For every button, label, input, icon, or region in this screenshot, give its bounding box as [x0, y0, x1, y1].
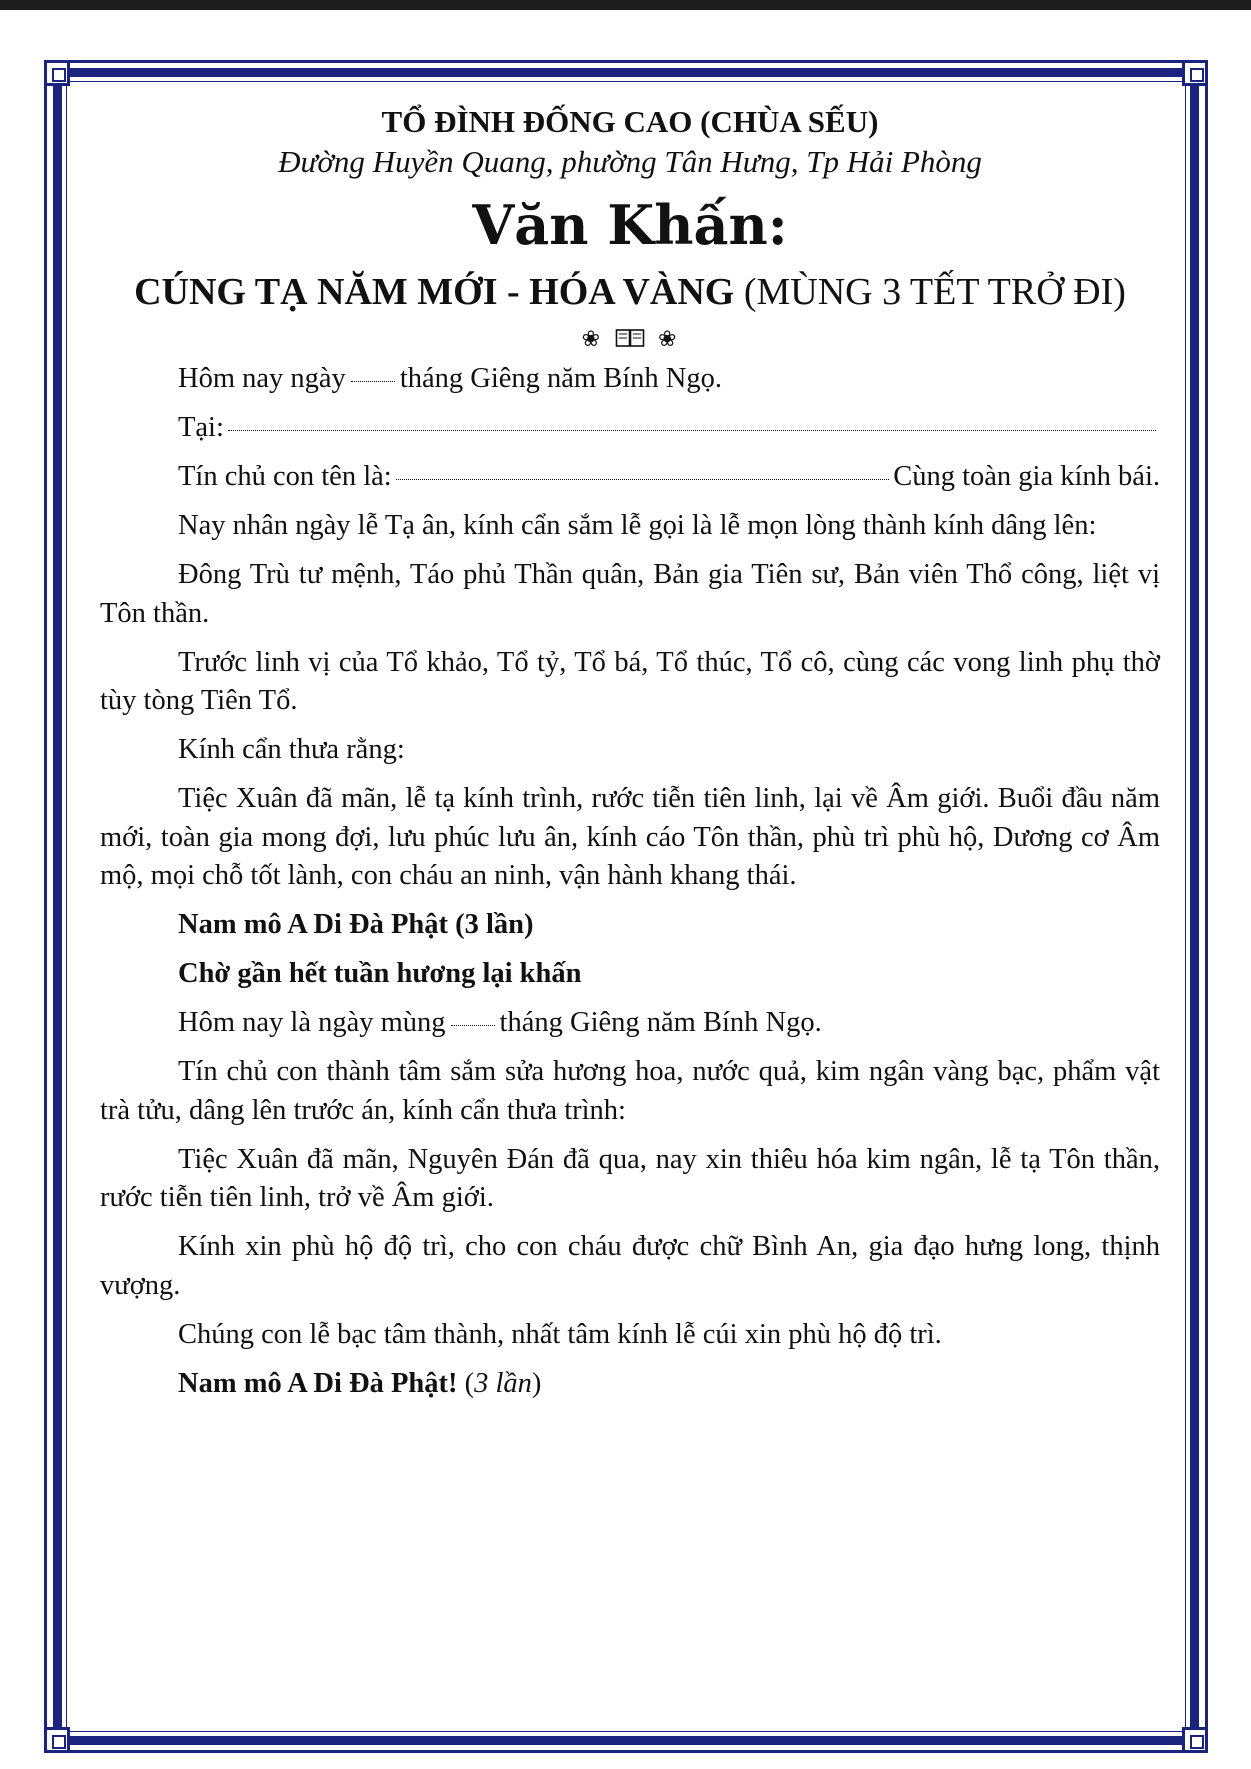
paragraph: Tiệc Xuân đã mãn, lễ tạ kính trình, rước tiễn tiên linh, lại về Âm giới. Buổi đầu năm mới, toàn gia mong đợi, lưu phúc lưu ân, kính cáo Tôn thần, phù trì phù hộ, Dương cơ Âm mộ, mọi chỗ tốt lành, con cháu an ninh, vận hành khang thái.: [100, 783, 1160, 891]
frame-corner-ornament: [44, 60, 70, 86]
document-header: [100, 102, 1160, 358]
date-line-2: Hôm nay là ngày mùng tháng Giêng năm Bính Ngọ.: [178, 1007, 822, 1038]
document-subtitle: [100, 264, 1160, 320]
date-line: Hôm nay ngày tháng Giêng năm Bính Ngọ.: [178, 363, 722, 394]
temple-name: TỔ ĐÌNH ĐỐNG CAO (CHÙA SẾU): [381, 104, 879, 139]
paragraph: Trước linh vị của Tổ khảo, Tổ tỷ, Tổ bá, Tổ thúc, Tổ cô, cùng các vong linh phụ thờ tùy tòng Tiên Tổ.: [100, 646, 1160, 716]
frame-corner-ornament: [1182, 60, 1208, 86]
temple-address: Đường Huyền Quang, phường Tân Hưng, Tp Hải Phòng: [278, 144, 982, 179]
paragraph: Tín chủ con thành tâm sắm sửa hương hoa, nước quả, kim ngân vàng bạc, phẩm vật trà tửu, dâng lên trước án, kính cẩn thưa trình:: [100, 1056, 1160, 1126]
paragraph: Kính cẩn thưa rằng:: [178, 734, 405, 765]
chant-line: Nam mô A Di Đà Phật (3 lần): [178, 909, 534, 940]
place-blank: [228, 430, 1156, 431]
top-dark-bar: [0, 0, 1251, 10]
subtitle-rest: (MÙNG 3 TẾT TRỞ ĐI): [743, 271, 1126, 313]
date-blank: [351, 381, 395, 382]
owner-line: Tín chủ con tên là: Cùng toàn gia kính bái.: [178, 461, 1160, 492]
frame-corner-ornament: [44, 1727, 70, 1753]
paragraph: Kính xin phù hộ độ trì, cho con cháu được chữ Bình An, gia đạo hưng long, thịnh vượng.: [100, 1231, 1160, 1301]
document-content: [100, 102, 1160, 1414]
owner-name-blank: [396, 479, 890, 480]
date-blank-2: [451, 1025, 495, 1026]
open-book-icon: [615, 328, 645, 348]
scroll-right-icon: ❀: [658, 327, 679, 352]
frame-corner-ornament: [1182, 1727, 1208, 1753]
ornament-divider: [100, 322, 1160, 358]
place-line: Tại:: [100, 409, 1160, 448]
closing-chant: Nam mô A Di Đà Phật! (3 lần): [178, 1367, 542, 1399]
paragraph: Đông Trù tư mệnh, Táo phủ Thần quân, Bản gia Tiên sư, Bản viên Thổ công, liệt vị Tôn thần.: [100, 559, 1160, 629]
subtitle-bold: CÚNG TẠ NĂM MỚI - HÓA VÀNG: [134, 271, 735, 313]
instruction-line: Chờ gần hết tuần hương lại khấn: [178, 958, 582, 989]
scroll-left-icon: ❀: [581, 327, 602, 352]
document-title: Văn Khấn:: [472, 193, 788, 257]
paragraph: Chúng con lễ bạc tâm thành, nhất tâm kính lễ cúi xin phù hộ độ trì.: [178, 1318, 942, 1350]
paragraph: Tiệc Xuân đã mãn, Nguyên Đán đã qua, nay xin thiêu hóa kim ngân, lễ tạ Tôn thần, rước tiễn tiên linh, trở về Âm giới.: [100, 1143, 1160, 1213]
paragraph: Nay nhân ngày lễ Tạ ân, kính cẩn sắm lễ gọi là lễ mọn lòng thành kính dâng lên:: [178, 510, 1097, 541]
